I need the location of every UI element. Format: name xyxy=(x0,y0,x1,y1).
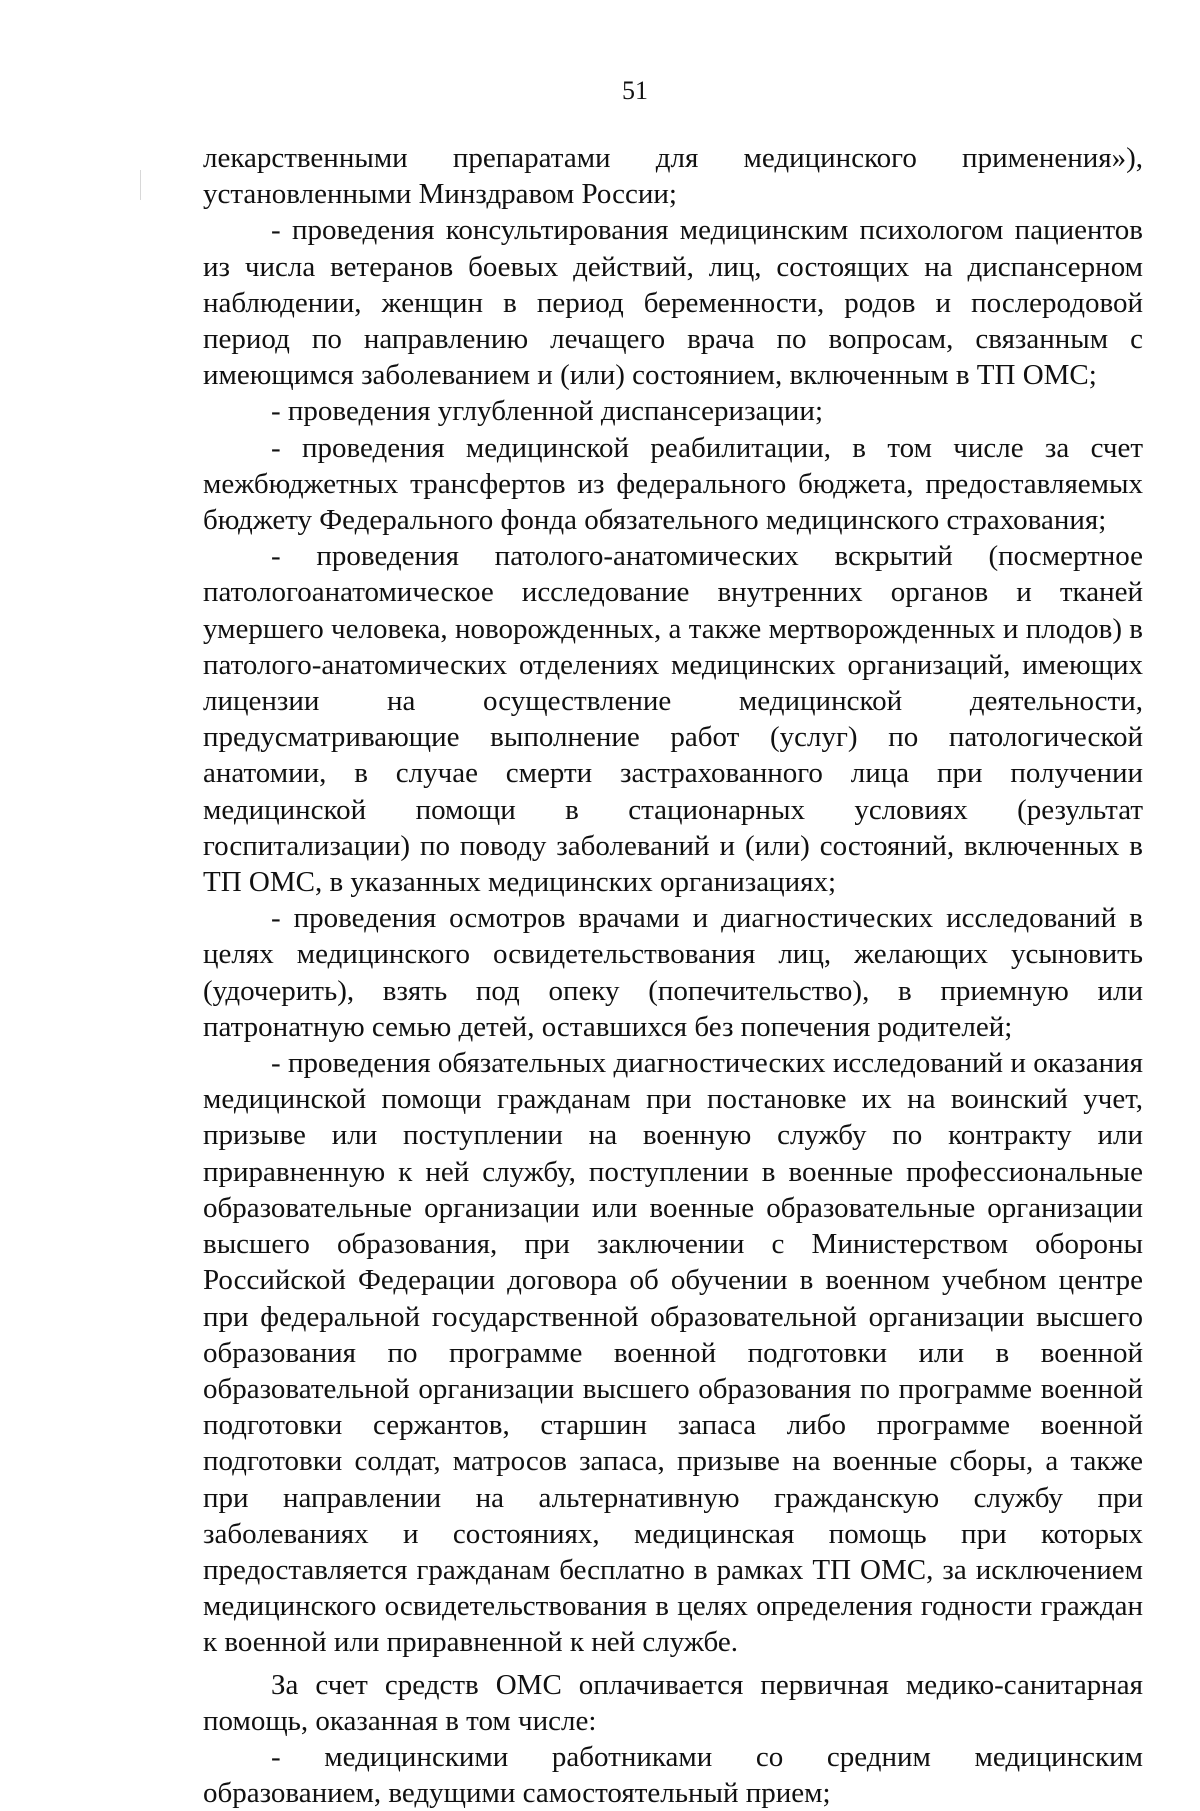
list-item-adoption-examinations: - проведения осмотров врачами и диагностических исследований в целях медицинского освидетельствования лиц, желающих усыновить (удочерить), взять под опеку (попечительство), в приемную или патронатную семью детей, оставшихся без попечения родителей; xyxy=(203,902,1143,1043)
list-item-mid-level-staff: - медицинскими работниками со средним медицинским образованием, ведущими самостоятельный прием; xyxy=(203,1740,1143,1810)
list-item-medical-rehabilitation: - проведения медицинской реабилитации, в том числе за счет межбюджетных трансфертов из федерального бюджета, предоставляемых бюджету Федерального фонда обязательного медицинского страхования; xyxy=(203,431,1143,537)
page-number: 51 xyxy=(622,76,648,105)
body-text xyxy=(203,140,1143,1811)
list-item-psychologist-consultation: - проведения консультирования медицинским психологом пациентов из числа ветеранов боевых действий, лиц, состоящих на диспансерном наблюдении, женщин в период беременности, родов и послеродовой период по направлению лечащего врача по вопросам, связанным с имеющимся заболеванием и (или) состоянием, включенным в ТП ОМС; xyxy=(203,214,1143,392)
paragraph-continuation: лекарственными препаратами для медицинского применения»), установленными Минздравом России; xyxy=(203,142,1143,211)
list-item-military-examinations: - проведения обязательных диагностических исследований и оказания медицинской помощи гражданам при постановке их на воинский учет, призыве или поступлении на военную службу по контракту или приравненную к ней службу, поступлении в военные профессиональные образовательные организации или военные образовательные организации высшего образования, при заключении с Министерством обороны Российской Федерации договора об обучении в военном учебном центре при федеральной государственной образовательной организации высшего образования по программе военной подготовки или в военной образовательной организации высшего образования по программе военной подготовки сержантов, старшин запаса либо программе военной подготовки солдат, матросов запаса, призыве на военные сборы, а также при направлении на альтернативную гражданскую службу при заболеваниях и состояниях, медицинская помощь при которых предоставляется гражданам бесплатно в рамках ТП ОМС, за исключением медицинского освидетельствования в целях определения годности граждан к военной или приравненной к ней службе. xyxy=(203,1047,1143,1659)
scan-artifact xyxy=(140,170,141,200)
paragraph-oms-primary-care: За счет средств ОМС оплачивается первичная медико-санитарная помощь, оказанная в том числе: xyxy=(203,1668,1143,1737)
list-item-autopsies: - проведения патолого-анатомических вскрытий (посмертное патологоанатомическое исследование внутренних органов и тканей умершего человека, новорожденных, а также мертворожденных и плодов) в патолого-анатомических отделениях медицинских организаций, имеющих лицензии на осуществление медицинской деятельности, предусматривающие выполнение работ (услуг) по патологической анатомии, в случае смерти застрахованного лица при получении медицинской помощи в стационарных условиях (результат госпитализации) по поводу заболеваний и (или) состояний, включенных в ТП ОМС, в указанных медицинских организациях; xyxy=(203,540,1143,899)
list-item-in-depth-dispensarization: - проведения углубленной диспансеризации; xyxy=(271,395,824,428)
